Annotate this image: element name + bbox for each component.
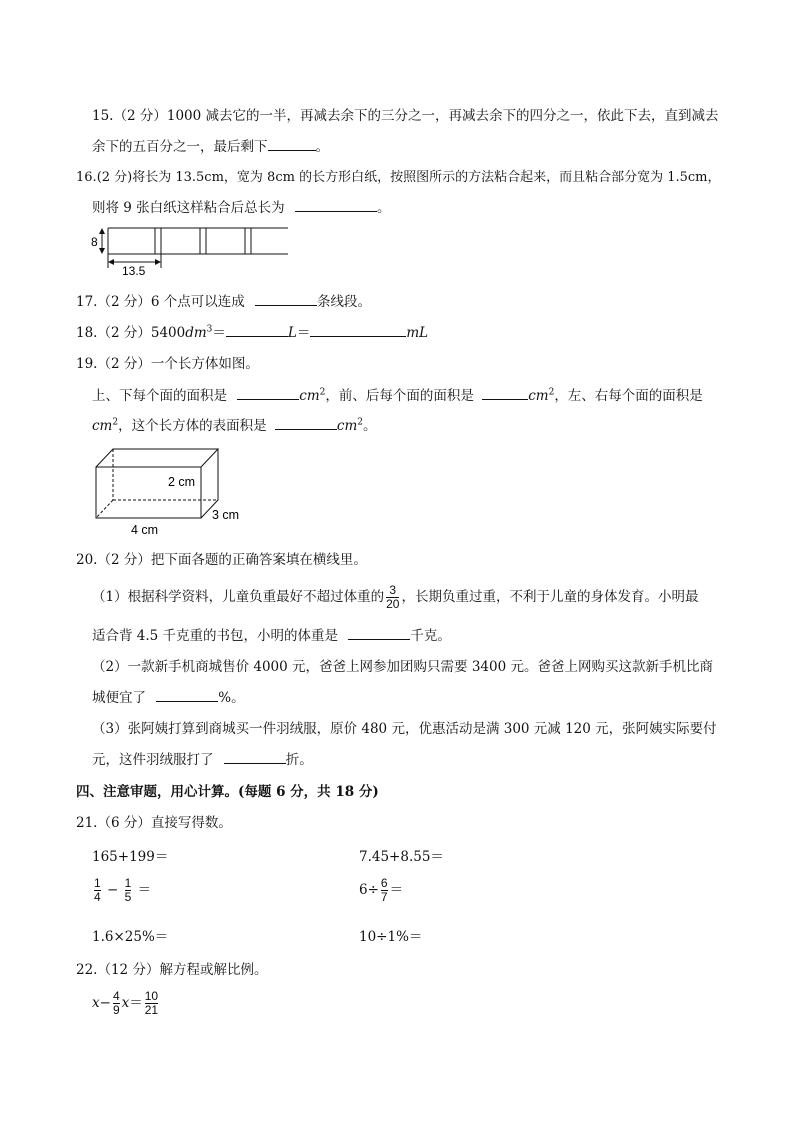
fraction-denominator: 9 xyxy=(112,1003,120,1017)
q20-p1-line2 xyxy=(92,624,451,644)
q20-p1-blank[interactable] xyxy=(348,625,410,640)
q17-text-1: 17.（2 分）6 个点可以连成 xyxy=(76,294,245,310)
fraction-6-7 xyxy=(381,877,388,904)
q19-unit: cm xyxy=(299,388,320,404)
q18-unit-ml: mL xyxy=(406,325,429,341)
minus-sign: − xyxy=(99,995,111,1011)
q20-p1-text-2: ，长期负重过重，不利于儿童的身体发育。小明最 xyxy=(401,589,699,605)
q21-item-b: 7.45+8.55＝ xyxy=(359,849,444,865)
q18-equals-1: ＝ xyxy=(212,325,226,341)
fraction-denominator: 4 xyxy=(94,890,101,904)
q21-title: 21.（6 分）直接写得数。 xyxy=(76,815,232,831)
q20-p2-text-1: （2）一款新手机商城售价 4000 元，爸爸上网参加团购只需要 3400 元。爸爸上网购买这款新手机比商 xyxy=(92,659,713,675)
cuboid-diagram xyxy=(88,444,258,540)
fraction-denominator: 20 xyxy=(386,597,400,611)
minus-sign: − xyxy=(106,882,119,898)
q20-p3-text-3: 折。 xyxy=(285,752,313,768)
q19-exponent: 2 xyxy=(357,417,364,428)
q17-text-2: 条线段。 xyxy=(317,294,372,310)
q16-line1 xyxy=(76,166,720,185)
q21-item-c xyxy=(92,877,151,904)
q21-item-d xyxy=(359,877,403,904)
q21-item-f: 10÷1%＝ xyxy=(359,929,423,945)
q18-equals-2: ＝ xyxy=(296,325,311,341)
fig-length-label: 13.5 xyxy=(122,264,146,278)
q17-answer-blank[interactable] xyxy=(255,291,317,306)
q18-exponent: 3 xyxy=(206,324,213,335)
fraction-numerator: 6 xyxy=(380,876,388,890)
q20-p3-blank[interactable] xyxy=(224,749,286,764)
paper-strips-diagram xyxy=(88,222,298,278)
q15-text-2: 余下的五百分之一，最后剩下 xyxy=(92,139,268,155)
q16-text-2: 则将 9 张白纸这样粘合后总长为 xyxy=(92,200,285,216)
fig-width-label: 8 xyxy=(91,235,98,249)
fraction-denominator: 7 xyxy=(380,890,388,904)
q19-unit: cm xyxy=(336,418,358,434)
q21-item-a: 165+199＝ xyxy=(92,849,169,865)
q20-p1-text-4: 千克。 xyxy=(410,628,451,644)
fraction-numerator: 10 xyxy=(144,989,159,1003)
q20-title: 20.（2 分）把下面各题的正确答案填在横线里。 xyxy=(76,552,367,568)
q20-p2-text-3: %。 xyxy=(218,690,245,706)
fraction-numerator: 3 xyxy=(389,583,397,597)
q20-p3-line1 xyxy=(92,717,717,737)
equals-sign: ＝ xyxy=(129,995,143,1011)
q19-text-4: ，这个长方体的表面积是 xyxy=(118,418,267,434)
q17-line xyxy=(76,290,371,310)
q20-p1-text-1: （1）根据科学资料，儿童负重最好不超过体重的 xyxy=(92,589,385,605)
q15-number: 15. xyxy=(92,108,114,124)
q21-item-e: 1.6×25%＝ xyxy=(92,929,169,945)
cuboid-length-label: 4 cm xyxy=(131,523,159,537)
q22-equation xyxy=(92,990,160,1017)
q18-line xyxy=(76,321,428,341)
q19-unit: cm xyxy=(528,388,549,404)
fraction-numerator: 4 xyxy=(112,989,120,1003)
fraction-10-21 xyxy=(145,990,158,1017)
cuboid-height-label: 2 cm xyxy=(168,475,196,489)
q19-text-1: 上、下每个面的面积是 xyxy=(92,388,227,404)
q20-p2-text-2: 城便宜了 xyxy=(92,690,146,706)
fraction-denominator: 21 xyxy=(144,1003,159,1017)
fraction-numerator: 1 xyxy=(124,876,132,890)
fraction-1-4 xyxy=(94,877,101,904)
q15-line1 xyxy=(92,104,719,124)
q19-exponent: 2 xyxy=(112,417,119,428)
q20-p3-text-2: 元，这件羽绒服打了 xyxy=(92,752,214,768)
variable-x: x xyxy=(121,995,130,1011)
q19-line1 xyxy=(92,384,703,404)
cuboid-width-label: 3 cm xyxy=(212,508,240,522)
q19-blank-surface[interactable] xyxy=(275,415,337,430)
q15-answer-blank[interactable] xyxy=(268,136,316,151)
q20-p3-text-1: （3）张阿姨打算到商城买一件羽绒服，原价 480 元，优惠活动是满 300 元减 120 元，张阿姨实际要付 xyxy=(92,721,717,737)
q19-period: 。 xyxy=(363,418,377,434)
q19-exponent: 2 xyxy=(319,387,326,398)
q16-text-1: (2 分)将长为 13.5cm，宽为 8cm 的长方形白纸，按照图所示的方法粘合起来，而且粘合部分宽为 1.5cm， xyxy=(96,170,721,185)
q20-p1-text-3: 适合背 4.5 千克重的书包，小明的体重是 xyxy=(92,628,339,644)
q19-exponent: 2 xyxy=(548,387,555,398)
q19-line2 xyxy=(92,414,377,434)
q15-period: 。 xyxy=(315,139,329,155)
q20-p3-line2 xyxy=(92,748,313,768)
fraction-denominator: 5 xyxy=(124,890,132,904)
q19-text-3: ，左、右每个面的面积是 xyxy=(554,388,703,404)
q18-blank-ml[interactable] xyxy=(310,322,406,337)
fraction-numerator: 1 xyxy=(94,876,101,890)
q18-text: 18.（2 分）5400 xyxy=(76,325,186,341)
q21-d-dividend: 6÷ xyxy=(359,882,379,898)
q18-unit-l: L xyxy=(287,325,297,341)
q20-p2-line2 xyxy=(92,686,245,706)
q20-p1-line1 xyxy=(92,584,698,611)
q18-blank-liters[interactable] xyxy=(226,322,288,337)
q19-unit: cm xyxy=(92,418,113,434)
q19-text-2: ，前、后每个面的面积是 xyxy=(325,388,474,404)
fraction-1-5 xyxy=(125,877,132,904)
fraction-4-9 xyxy=(113,990,120,1017)
fraction-3-20 xyxy=(386,584,399,611)
q18-unit-dm: dm xyxy=(185,325,207,341)
q15-line2 xyxy=(92,135,329,155)
q16-line2 xyxy=(92,196,390,216)
q19-blank-top[interactable] xyxy=(237,385,299,400)
q16-period: 。 xyxy=(376,200,391,216)
section-four-heading: 四、注意审题，用心计算。(每题 6 分，共 18 分) xyxy=(76,784,379,800)
equals-sign: ＝ xyxy=(137,882,152,898)
q20-p2-blank[interactable] xyxy=(156,687,218,702)
q19-title: 19.（2 分）一个长方体如图。 xyxy=(76,356,259,372)
q16-answer-blank[interactable] xyxy=(295,197,377,212)
q22-title: 22.（12 分）解方程或解比例。 xyxy=(76,962,268,978)
q15-text-1: （2 分）1000 减去它的一半，再减去余下的三分之一，再减去余下的四分之一，依此下去，直到减去 xyxy=(113,108,719,124)
variable-x: x xyxy=(92,995,100,1011)
q16-number: 16. xyxy=(76,170,97,185)
equals-sign: ＝ xyxy=(389,882,404,898)
q19-blank-front[interactable] xyxy=(482,385,528,400)
q20-p2-line1 xyxy=(92,655,713,675)
